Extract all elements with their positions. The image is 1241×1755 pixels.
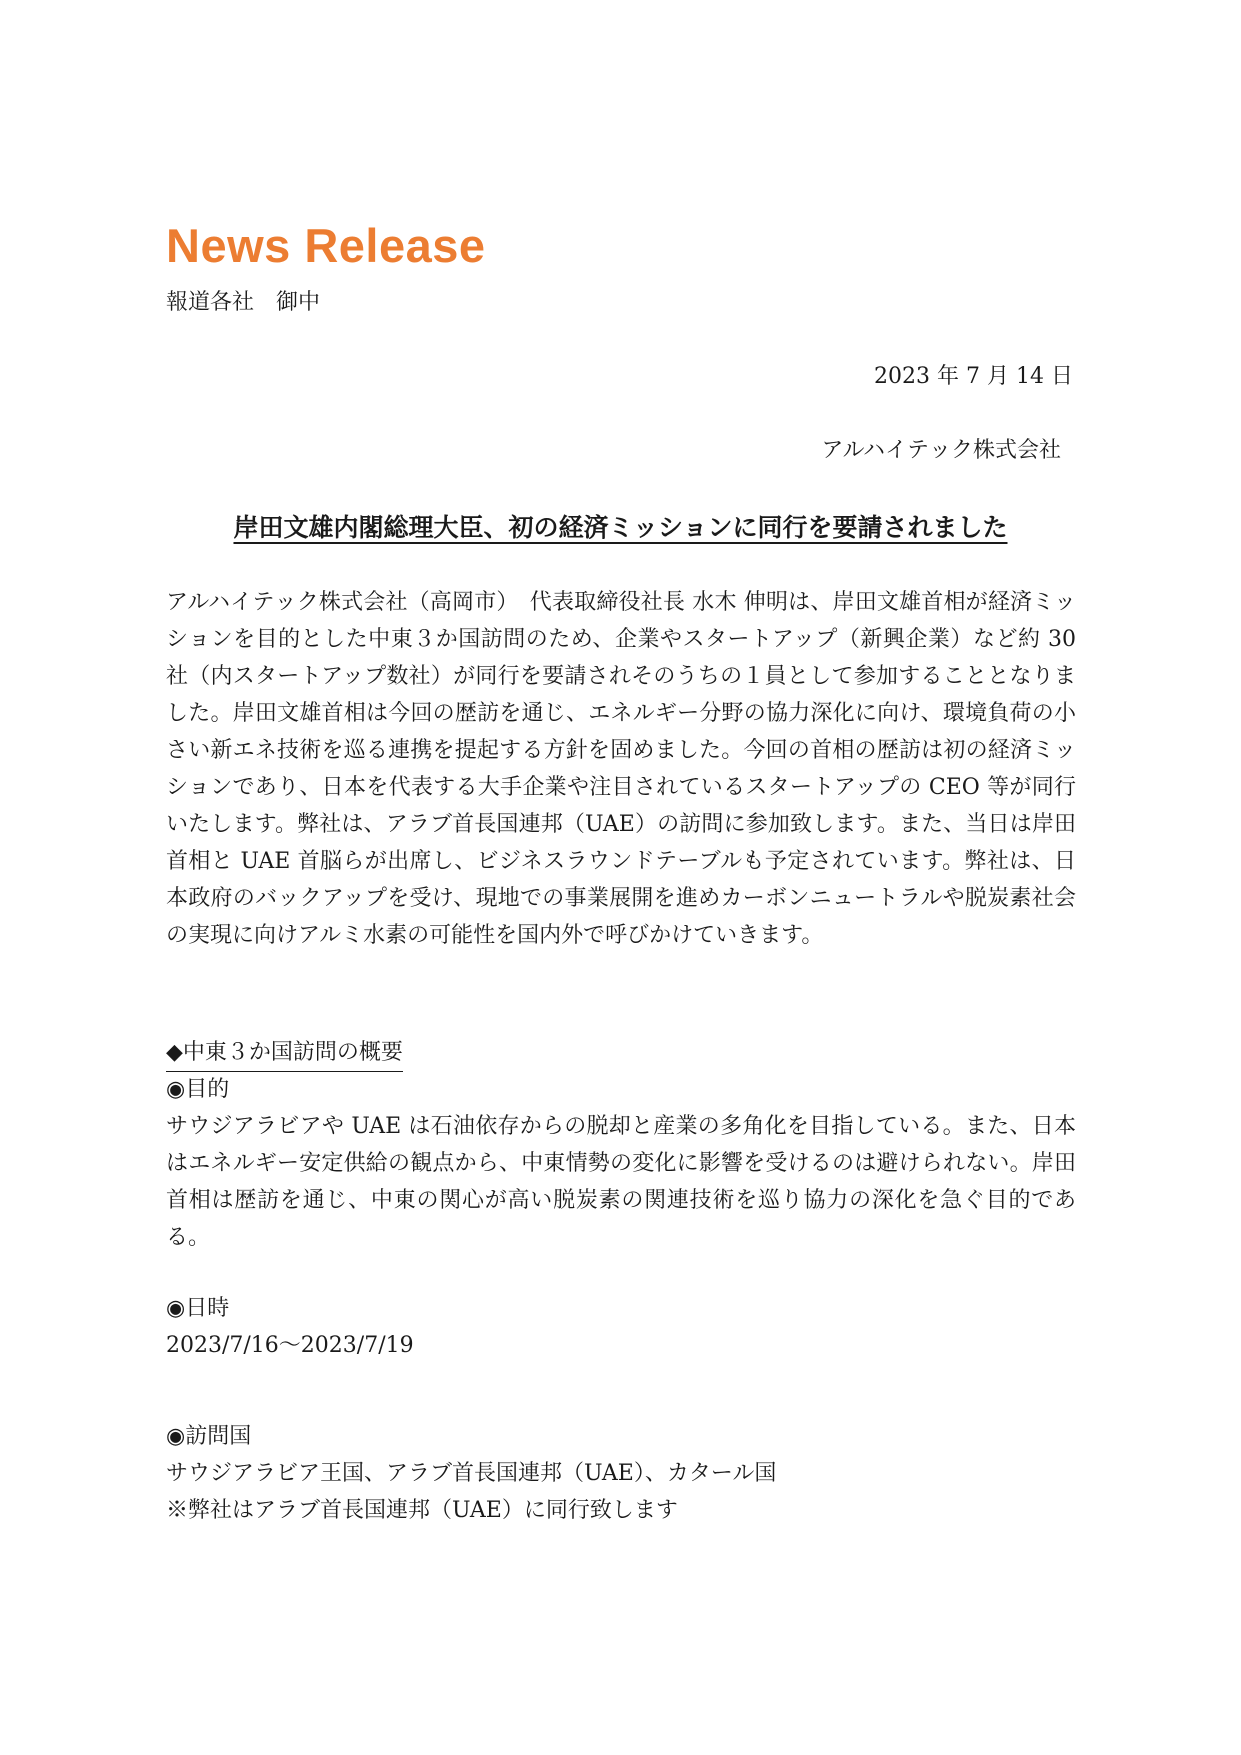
intro-paragraph: アルハイテック株式会社（高岡市） 代表取締役社長 水木 伸明は、岸田文雄首相が経済ミッションを目的とした中東３か国訪問のため、企業やスタートアップ（新興企業）など約 30 社（内スタートアップ数社）が同行を要請されそのうちの１員として参加することとなりました。岸田文雄首相は今回の歴訪を通じ、エネルギー分野の協力深化に向け、環境負荷の小さい新エネ技術を巡る連携を提起する方針を固めました。今回の首相の歴訪は初の経済ミッションであり、日本を代表する大手企業や注目されているスタートアップの CEO 等が同行いたします。弊社は、アラブ首長国連邦（UAE）の訪問に参加致します。また、当日は岸田首相と UAE 首脳らが出席し、ビジネスラウンドテーブルも予定されています。弊社は、日本政府のバックアップを受け、現地での事業展開を進めカーボンニュートラルや脱炭素社会の実現に向けアルミ水素の可能性を国内外で呼びかけていきます。 (166, 590, 1076, 948)
datetime-value: 2023/7/16～2023/7/19 (166, 1333, 414, 1358)
release-date: 2023 年 7 月 14 日 (874, 364, 1073, 389)
company-name: アルハイテック株式会社 (821, 438, 1061, 463)
headline: 岸田文雄内閣総理大臣、初の経済ミッションに同行を要請されました (233, 513, 1008, 542)
countries-label: ◉訪問国 (166, 1424, 252, 1449)
overview-section-title: ◆中東３か国訪問の概要 (166, 1034, 403, 1072)
datetime-label: ◉日時 (166, 1296, 230, 1321)
countries-value: サウジアラビア王国、アラブ首長国連邦（UAE）、カタール国 (166, 1461, 777, 1486)
countries-note: ※弊社はアラブ首長国連邦（UAE）に同行致します (166, 1498, 678, 1523)
news-release-heading: News Release (166, 219, 486, 272)
addressee: 報道各社 御中 (166, 290, 321, 315)
purpose-paragraph: サウジアラビアや UAE は石油依存からの脱却と産業の多角化を目指している。また、日本はエネルギー安定供給の観点から、中東情勢の変化に影響を受けるのは避けられない。岸田首相は歴訪を通じ、中東の関心が高い脱炭素の関連技術を巡り協力の深化を急ぐ目的である。 (166, 1114, 1076, 1250)
purpose-label: ◉目的 (166, 1077, 230, 1102)
